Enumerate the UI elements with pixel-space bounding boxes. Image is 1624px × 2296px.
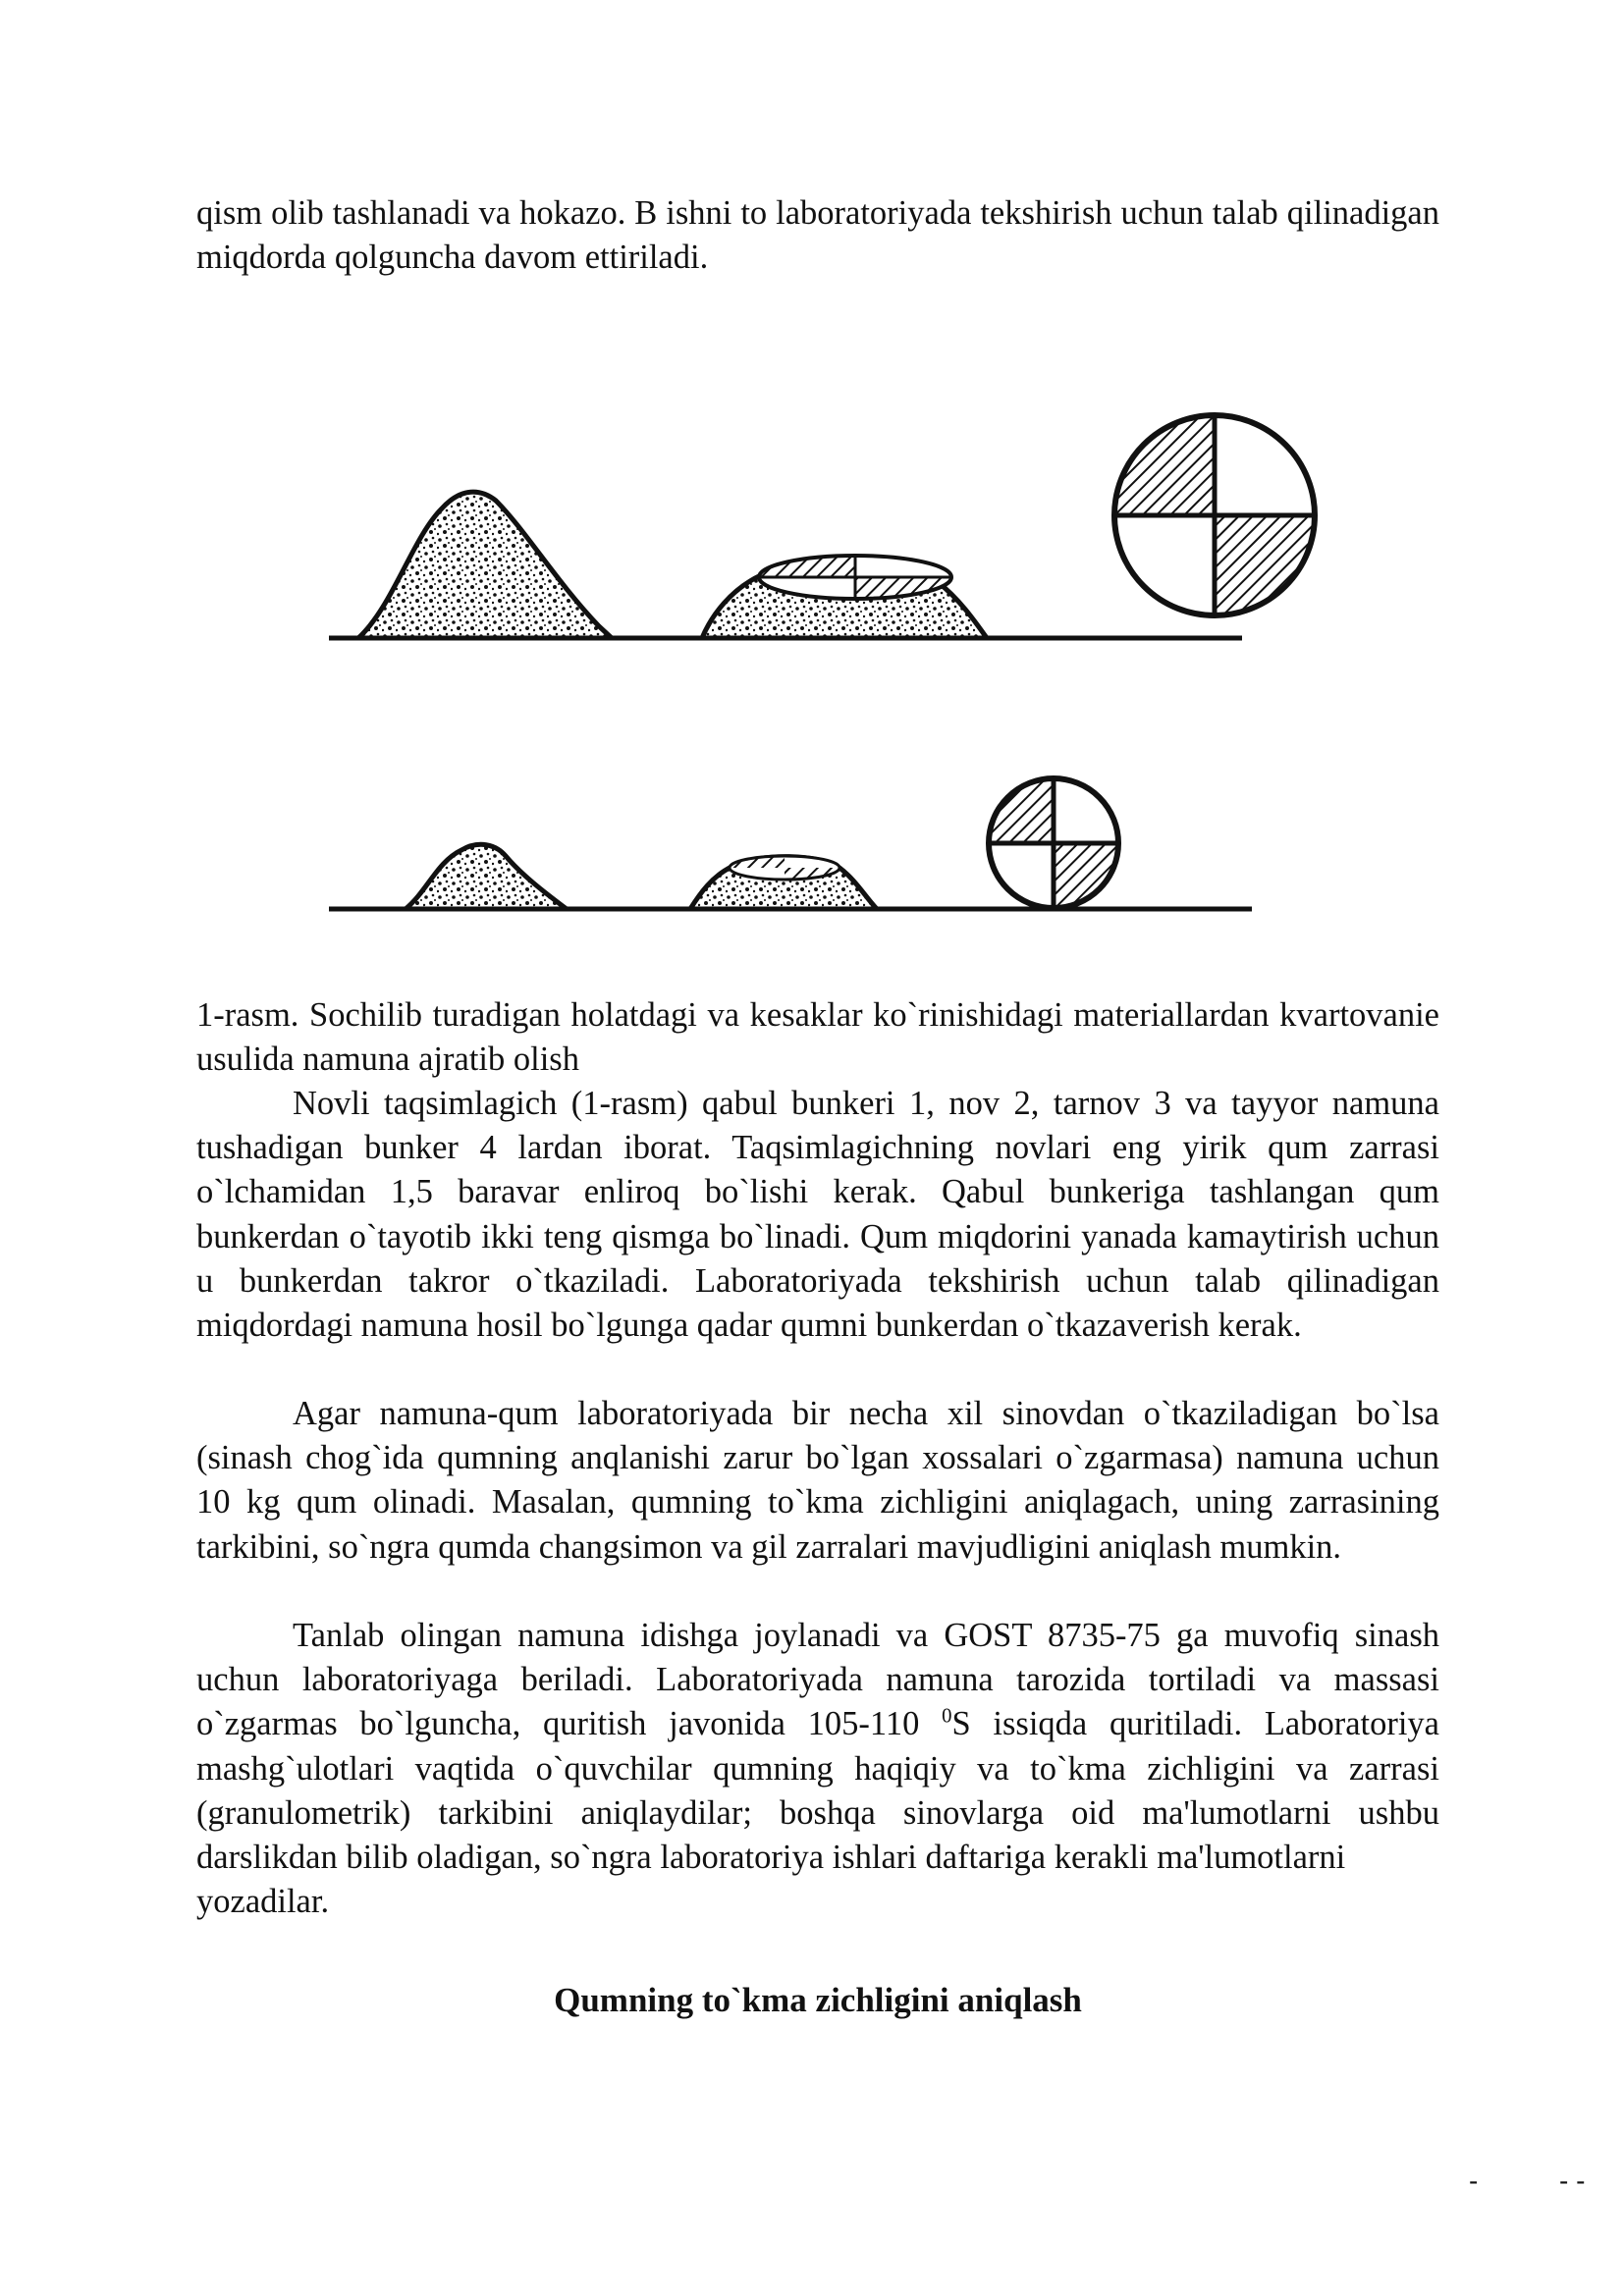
footer-mark-right: - - [1559, 2165, 1586, 2196]
figure-caption: 1-rasm. Sochilib turadigan holatdagi va kesaklar ko`rinishidagi materiallardan kvartovanie usulida namuna ajratib olish [196, 996, 1439, 1079]
paragraph-lab-testing [196, 1614, 1439, 1924]
sand-cone-pile [358, 492, 612, 638]
footer-mark-left: - [1469, 2165, 1479, 2196]
sand-cone-pile-small [406, 844, 567, 909]
section-heading: Qumning to`kma zichligini aniqlash [554, 1981, 1082, 2019]
paragraph-lab-testing-text-2: S issiqda quritiladi. Laboratoriya mashg`ulotlari vaqtida o`quvchilar qumning haqiqiy va to`kma zichligini va zarrasi (granulometrik) tarkibini aniqlaydilar; boshqa sinovlarga oid ma'lumotlarni ushbu darslikdan bilib oladigan, so`ngra laboratoriya ishlari daftariga kerakli ma'lumotlarni [196, 1705, 1439, 1877]
degree-superscript: 0 [942, 1705, 952, 1728]
paragraph-lab-testing-text-1: Tanlab olingan namuna idishga joylanadi va GOST 8735-75 ga muvofiq sinash uchun laboratoriyaga beriladi. Laboratoriyada namuna tarozida tortiladi va massasi o`zgarmas bo`lguncha, quritish javonida 105-110 [196, 1617, 1439, 1743]
quartering-figure [299, 371, 1330, 945]
paragraph-lab-testing-text-3: yozadilar. [196, 1883, 330, 1921]
paragraph-distributor: Novli taqsimlagich (1-rasm) qabul bunkeri 1, nov 2, tarnov 3 va tayyor namuna tushadigan bunker 4 lardan iborat. Taqsimlagichning novlari eng yirik qum zarrasi o`lchamidan 1,5 baravar enliroq bo`lishi kerak. Qabul bunkeriga tashlangan qum bunkerdan o`tayotib ikki teng qismga bo`linadi. Qum miqdorini yanada kamaytirish uchun u bunkerdan takror o`tkaziladi. Laboratoriyada tekshirish uchun talab qilinadigan miqdordagi namuna hosil bo`lgunga qadar qumni bunkerdan o`tkazaverish kerak. [196, 1085, 1439, 1345]
intro-paragraph: qism olib tashlanadi va hokazo. B ishni to laboratoriyada tekshirish uchun talab qilinadigan miqdorda qolguncha davom ettiriladi. [196, 194, 1439, 277]
paragraph-sample-size: Agar namuna-qum laboratoriyada bir necha xil sinovdan o`tkaziladigan bo`lsa (sinash chog`ida qumning anqlanishi zarur bo`lgan xossalari o`zgarmasa) namuna uchun 10 kg qum olinadi. Masalan, qumning to`kma zichligini aniqlagach, uning zarrasining tarkibini, so`ngra qumda changsimon va gil zarralari mavjudligini aniqlash mumkin. [196, 1395, 1439, 1566]
